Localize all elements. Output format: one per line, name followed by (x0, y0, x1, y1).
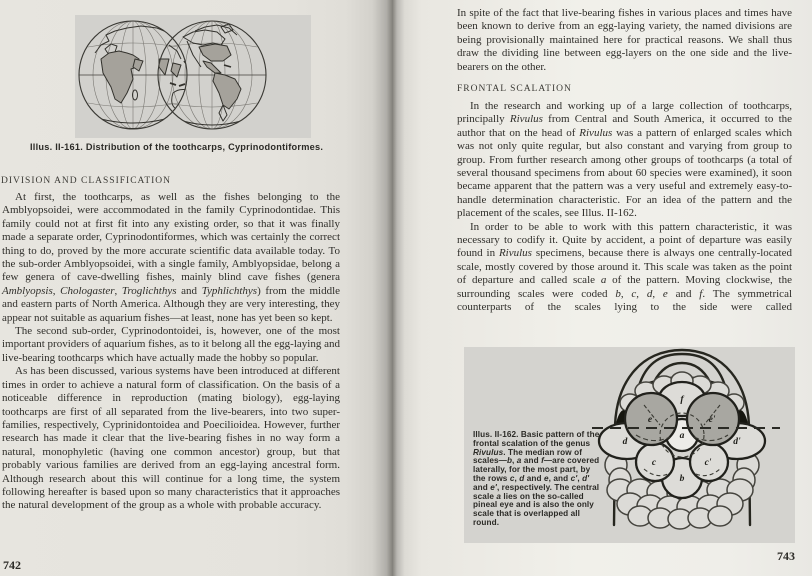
scale-label-b: b (679, 474, 685, 484)
scale-label-e: e (647, 415, 653, 425)
page-number: 743 (777, 549, 795, 563)
paragraph: In spite of the fact that live-bearing fishes in various places and times have been known to derive from an egg-laying variety, the named divisions are being provisionally maintained here for practical reasons. We shall thus draw the dividing line between egg-layers on the one side and the live-bearers on the other. (457, 7, 792, 73)
scale-label-e-prime: e' (708, 415, 716, 425)
right-page (392, 0, 812, 576)
scale-label-c-prime: c' (704, 458, 712, 468)
page-number: 742 (3, 558, 21, 572)
body-text-column (457, 100, 792, 315)
world-map-two-hemispheres (75, 15, 311, 138)
paragraph: As has been discussed, various systems have been introduced at different times in order to achieve a natural form of classification. On the basis of a noticeable difference in reproduction (mating biology), egg-laying toothcarps are first of all separated from the live-bearers, into two super-families, respectively, Cyprinidontoidea and Poecilioidea. However, further research has made it clear that the live-bearing fishes in no way form a natural, monophyletic (having one common ancestor) group, but that probably various families are derived from an egg-laying ancestral form. Although research about this will continue for a long time, the system following hereafter is based upon so many characteristics that it approaches the natural development of the group as a whole with probable accuracy. (2, 365, 340, 512)
paragraph: In order to be able to work with this pattern characteristic, it was necessary to codify it. Quite by accident, a point of departure was easily found in Rivulus specimens, because there is always one centrally-located scale, mostly covered by those around it. This scale was taken as the point of departure and called scale a of the pattern. Moving clockwise, the surrounding scales were coded b, c, d, e and f. The symmetrical counterparts of the scales lying to the side were called (457, 220, 793, 314)
figure-caption: Illus. II-161. Distribution of the toothcarps, Cyprinodontiformes. (30, 142, 324, 152)
paragraph: In the research and working up of a large collection of toothcarps, principally Rivulus from Central and South America, it occurred to the author that on the head of Rivulus was a pattern of enlarged scales which was not only quite regular, but also constant and varying from group to group. From further research among other groups of toothcarps (a total of several thousand specimens from about 60 species were examined), it soon became apparent that the pattern was a very useful and extremely easy-to-handle determination characteristic. For an idea of the pattern and the placement of the scales, see Illus. II-162. (457, 100, 793, 220)
scale-label-a: a (679, 431, 685, 441)
scale-label-d-prime: d' (733, 437, 741, 447)
distribution-map (75, 15, 311, 138)
scalation-figure (464, 347, 795, 543)
scale-label-d: d (622, 437, 628, 447)
paragraph: At first, the toothcarps, as well as the fishes belonging to the Amblyopsoidei, were accommodated in the family Cyprinodontidae. This family could not at first fit into any existing order, so that it was finally made a separate order, Cyprinodontiformes, which was certainly the correct thing to do, proved by the more accurate scientific data available today. To the sub-order Amblyopsoidei, with a single family, Amblyopsidae, belong a few genera of cave-dwelling fishes, mainly blind cave fishes (genera Amblyopsis, Chologaster, Troglichthys and Typhlichthys) from the middle and eastern parts of North America. Although they are very interesting, they appear not suitable as aquarium fishes—at least, none has yet been so kept. (2, 191, 341, 324)
paragraph: The second sub-order, Cyprinodontoidei, is, however, one of the most important providers of aquarium fishes, as to it belong all the egg-laying and live-bearing toothcarps which have actually made the hobby so popular. (2, 325, 340, 364)
figure-caption: Illus. II-162. Basic pattern of the frontal scalation of the genus Rivulus. The median row of scales—b, a and f—are covered laterally, for the most part, by the rows c, d and e, and c', d' and e', respectively. The central scale a lies on the so-called pineal eye and is also the only scale that is overlapped all round. (473, 430, 600, 527)
body-text-column (2, 191, 340, 513)
section-heading: FRONTAL SCALATION (457, 84, 572, 94)
left-page (0, 0, 392, 576)
scale-label-c: c (651, 458, 657, 468)
scale-label-f: f (680, 395, 684, 405)
section-heading: DIVISION AND CLASSIFICATION (1, 176, 172, 186)
